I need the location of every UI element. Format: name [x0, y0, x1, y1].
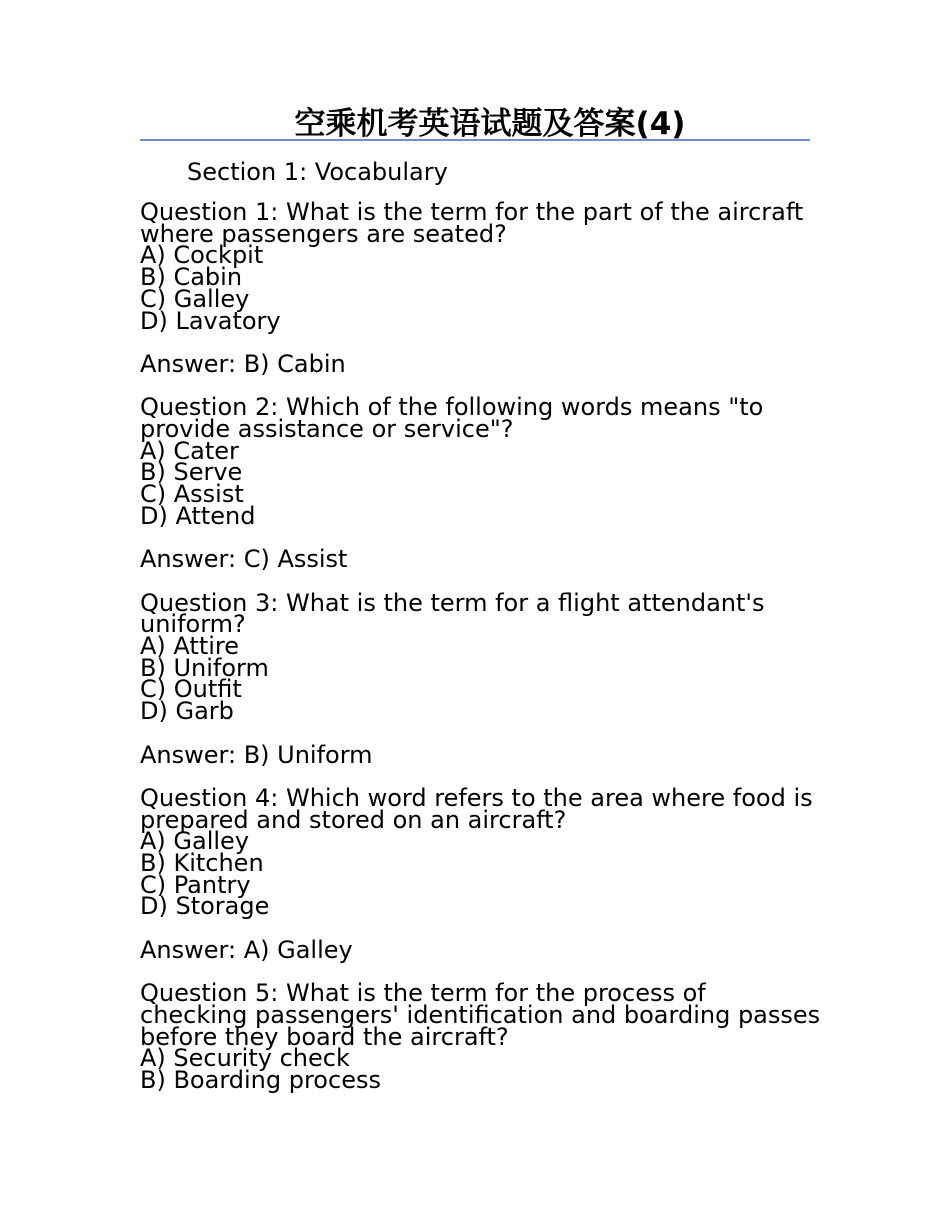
- question-block: [140, 198, 820, 378]
- questions-body: [140, 198, 821, 1094]
- question-text-line: provide assistance or service"?: [140, 415, 514, 443]
- answer-option: C) Assist: [140, 480, 244, 509]
- answer-option: D) Attend: [140, 501, 256, 530]
- answer-option: A) Attire: [140, 632, 239, 660]
- document-title: 空乘机考英语试题及答案(4): [294, 106, 686, 142]
- answer-key: Answer: C) Assist: [140, 545, 348, 574]
- section-heading: Section 1: Vocabulary: [187, 158, 448, 186]
- answer-option: C) Outfit: [140, 675, 242, 704]
- question-text-line: Question 2: Which of the following words means "to: [140, 393, 764, 422]
- question-text-line: checking passengers' identification and boarding passes: [140, 1000, 821, 1029]
- answer-option: D) Lavatory: [140, 306, 281, 335]
- answer-option: D) Garb: [140, 697, 234, 726]
- question-text-line: prepared and stored on an aircraft?: [140, 805, 567, 834]
- answer-option: A) Cockpit: [140, 241, 264, 270]
- question-text-line: Question 4: Which word refers to the area where food is: [140, 783, 813, 812]
- question-text-line: Question 5: What is the term for the process of: [140, 979, 706, 1008]
- question-block: [140, 393, 820, 574]
- answer-option: B) Kitchen: [140, 849, 264, 877]
- answer-option: B) Boarding process: [140, 1066, 381, 1094]
- answer-option: B) Uniform: [140, 653, 269, 682]
- title-underline: [140, 139, 810, 141]
- answer-option: A) Security check: [140, 1044, 350, 1073]
- answer-option: A) Cater: [140, 436, 239, 465]
- question-block: [140, 588, 820, 769]
- answer-option: A) Galley: [140, 827, 250, 856]
- answer-key: Answer: B) Uniform: [140, 740, 373, 769]
- question-text-line: Question 1: What is the term for the part of the aircraft: [140, 198, 804, 226]
- answer-key: Answer: A) Galley: [140, 935, 353, 964]
- answer-key: Answer: B) Cabin: [140, 349, 346, 378]
- answer-option: C) Pantry: [140, 870, 251, 899]
- answer-option: B) Cabin: [140, 263, 243, 292]
- answer-option: B) Serve: [140, 458, 243, 487]
- question-block: [140, 979, 821, 1094]
- answer-option: C) Galley: [140, 284, 250, 313]
- question-text-line: uniform?: [140, 610, 246, 639]
- answer-option: D) Storage: [140, 892, 270, 921]
- question-text-line: where passengers are seated?: [140, 219, 507, 248]
- question-text-line: before they board the aircraft?: [140, 1022, 509, 1051]
- question-text-line: Question 3: What is the term for a flight attendant's: [140, 588, 765, 617]
- question-block: [140, 783, 820, 964]
